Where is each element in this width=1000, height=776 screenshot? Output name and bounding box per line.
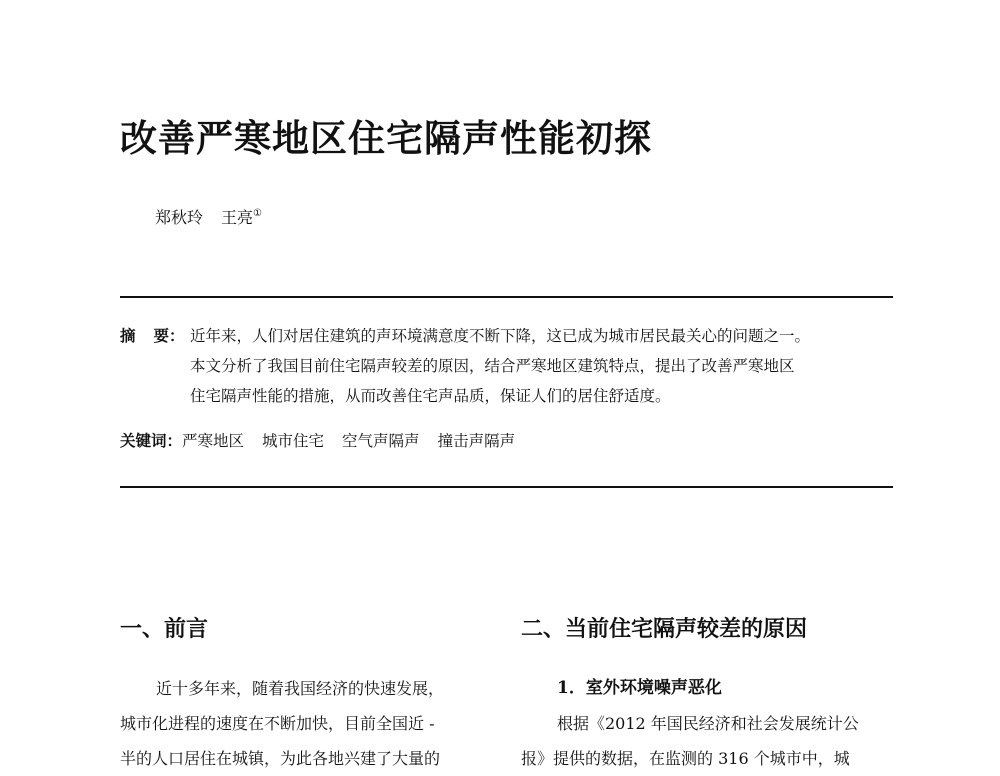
section-heading-causes: 二、当前住宅隔声较差的原因 bbox=[521, 616, 808, 642]
paragraph-line: 城市化进程的速度在不断加快，目前全国近 - bbox=[120, 714, 435, 733]
paragraph-line: 报》提供的数据，在监测的 316 个城市中，城 bbox=[521, 749, 850, 768]
section-introduction-body bbox=[120, 671, 444, 776]
paragraph-line: 根据《2012 年国民经济和社会发展统计公 bbox=[557, 714, 859, 733]
paper-title: 改善严寒地区住宅隔声性能初探 bbox=[120, 116, 652, 160]
keyword: 严寒地区 bbox=[182, 432, 245, 450]
abstract-text bbox=[190, 321, 900, 411]
abstract-line: 近年来，人们对居住建筑的声环境满意度不断下降，这已成为城市居民最关心的问题之一。 bbox=[190, 327, 811, 345]
keyword: 撞击声隔声 bbox=[437, 432, 516, 450]
abstract-label: 摘 要： bbox=[120, 326, 185, 345]
author-name: 郑秋玲 bbox=[155, 208, 204, 227]
author-name: 王亮 bbox=[221, 208, 254, 227]
abstract-line: 本文分析了我国目前住宅隔声较差的原因，结合严寒地区建筑特点，提出了改善严寒地区 bbox=[190, 357, 795, 375]
bottom-divider bbox=[120, 486, 893, 488]
author-line bbox=[155, 205, 262, 228]
abstract-line: 住宅隔声性能的措施，从而改善住宅声品质，保证人们的居住舒适度。 bbox=[190, 387, 671, 405]
keywords-line bbox=[120, 429, 533, 451]
keywords-label: 关键词： bbox=[120, 431, 183, 450]
section-heading-introduction: 一、前言 bbox=[120, 616, 209, 642]
top-divider bbox=[120, 296, 893, 298]
paragraph-line: 半的人口居住在城镇，为此各地兴建了大量的 bbox=[120, 749, 441, 768]
keyword: 城市住宅 bbox=[262, 432, 325, 450]
author-footnote-marker: ① bbox=[253, 208, 262, 219]
subsection-heading: 1．室外环境噪声恶化 bbox=[557, 678, 722, 698]
abstract-block bbox=[120, 321, 900, 411]
paragraph-line: 近十多年来，随着我国经济的快速发展， bbox=[156, 679, 445, 698]
section-causes-body bbox=[521, 671, 859, 776]
keyword: 空气声隔声 bbox=[342, 432, 420, 450]
